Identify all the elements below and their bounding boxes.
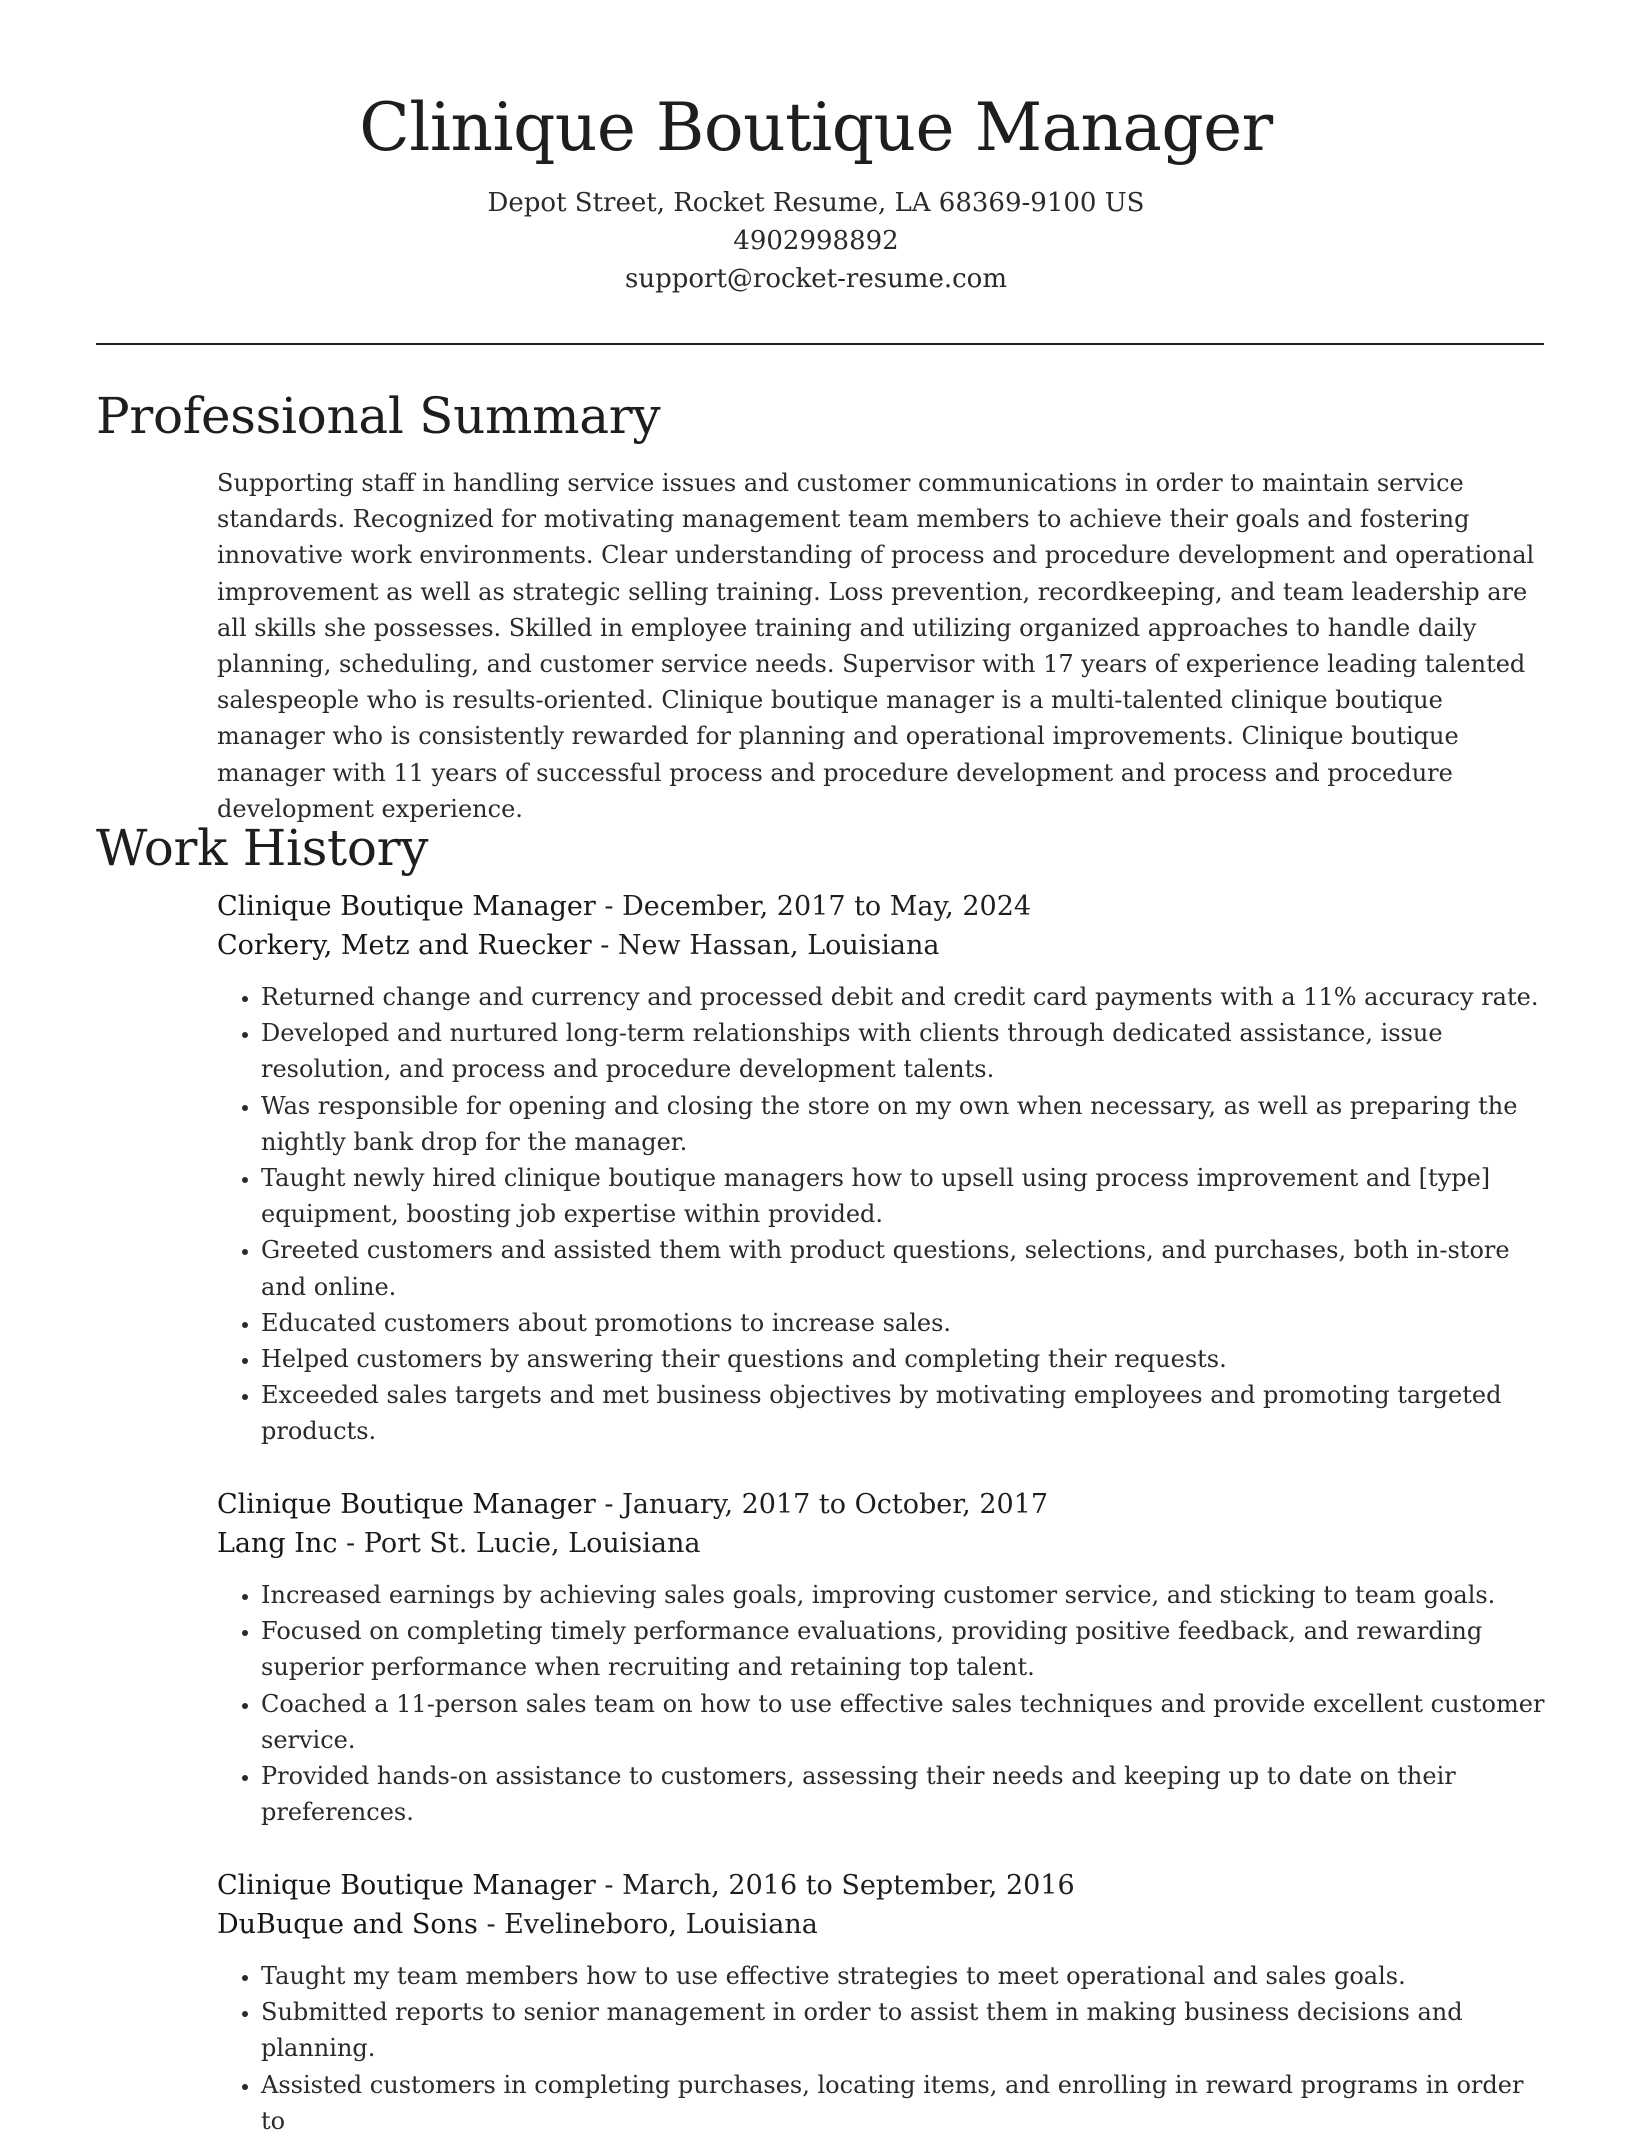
job-company: DuBuque and Sons bbox=[217, 1909, 478, 1940]
job-title: Clinique Boutique Manager bbox=[217, 1870, 596, 1901]
job-bullet: • Greeted customers and assisted them with product questions, selections, and purchases, both in-store and online. bbox=[261, 1232, 1551, 1304]
contact-info bbox=[0, 184, 1632, 298]
job-bullet: • Developed and nurtured long-term relationships with clients through dedicated assistance, issue resolution, and process and procedure development talents. bbox=[261, 1015, 1551, 1087]
contact-email: support@rocket-resume.com bbox=[624, 264, 1007, 294]
job-title: Clinique Boutique Manager bbox=[217, 1489, 596, 1520]
job-entry bbox=[217, 1485, 1547, 1830]
job-company: Corkery, Metz and Ruecker bbox=[217, 930, 592, 961]
job-dates: - March, 2016 to September, 2016 bbox=[595, 1870, 1075, 1901]
job-entry bbox=[217, 887, 1547, 1450]
job-dates: - January, 2017 to October, 2017 bbox=[595, 1489, 1049, 1520]
job-bullet: • Focused on completing timely performance evaluations, providing positive feedback, and rewarding superior performance when recruiting and retaining top talent. bbox=[261, 1613, 1551, 1685]
job-title-line bbox=[217, 1866, 1547, 1905]
job-title-line bbox=[217, 1485, 1547, 1524]
contact-phone: 4902998892 bbox=[733, 226, 899, 256]
job-bullet: • Coached a 11-person sales team on how to use effective sales techniques and provide excellent customer service. bbox=[261, 1686, 1551, 1758]
summary-text: Supporting staff in handling service issues and customer communications in order to maintain service standards. Recognized for motivating management team members to achieve their goals and fostering innovative work environments. Clear understanding of process and procedure development and operational improvement as well as strategic selling training. Loss prevention, recordkeeping, and team leadership are all skills she possesses. Skilled in employee training and utilizing organized approaches to handle daily planning, scheduling, and customer service needs. Supervisor with 17 years of experience leading talented salespeople who is results-oriented. Clinique boutique manager is a multi-talented clinique boutique manager who is consistently rewarded for planning and operational improvements. Clinique boutique manager with 11 years of successful process and procedure development and process and procedure development experience. bbox=[217, 469, 1535, 823]
job-bullet: • Assisted customers in completing purchases, locating items, and enrolling in reward programs in order to bbox=[261, 2067, 1551, 2139]
work-history-heading: Work History bbox=[96, 819, 429, 877]
job-dates: - December, 2017 to May, 2024 bbox=[595, 891, 1032, 922]
job-bullet: • Returned change and currency and processed debit and credit card payments with a 11% accuracy rate. bbox=[261, 979, 1551, 1015]
job-bullet: • Exceeded sales targets and met business objectives by motivating employees and promoting targeted products. bbox=[261, 1377, 1551, 1449]
job-bullet: • Provided hands-on assistance to customers, assessing their needs and keeping up to date on their preferences. bbox=[261, 1758, 1551, 1830]
job-bullet: • Increased earnings by achieving sales goals, improving customer service, and sticking to team goals. bbox=[261, 1577, 1551, 1613]
header-divider bbox=[96, 343, 1544, 345]
job-location: - Port St. Lucie, Louisiana bbox=[337, 1528, 701, 1559]
job-company-line bbox=[217, 926, 1547, 965]
job-bullets bbox=[217, 979, 1547, 1450]
job-location: - New Hassan, Louisiana bbox=[591, 930, 940, 961]
job-bullet: • Submitted reports to senior management in order to assist them in making business decisions and planning. bbox=[261, 1994, 1551, 2066]
job-title-line bbox=[217, 887, 1547, 926]
job-bullet: • Helped customers by answering their questions and completing their requests. bbox=[261, 1341, 1551, 1377]
job-bullet: • Was responsible for opening and closing the store on my own when necessary, as well as preparing the nightly bank drop for the manager. bbox=[261, 1088, 1551, 1160]
summary-heading: Professional Summary bbox=[96, 387, 661, 445]
job-bullet: • Educated customers about promotions to increase sales. bbox=[261, 1305, 1551, 1341]
job-bullets bbox=[217, 1577, 1547, 1830]
job-company-line bbox=[217, 1524, 1547, 1563]
job-company-line bbox=[217, 1905, 1547, 1944]
resume-header bbox=[0, 80, 1632, 298]
job-company: Lang Inc bbox=[217, 1528, 338, 1559]
candidate-name: Clinique Boutique Manager bbox=[359, 89, 1273, 166]
job-title: Clinique Boutique Manager bbox=[217, 891, 596, 922]
job-bullet: • Taught newly hired clinique boutique managers how to upsell using process improvement and [type] equipment, boosting job expertise within provided. bbox=[261, 1160, 1551, 1232]
contact-address: Depot Street, Rocket Resume, LA 68369-9100 US bbox=[487, 188, 1145, 218]
job-location: - Evelineboro, Louisiana bbox=[477, 1909, 818, 1940]
job-entry bbox=[217, 1866, 1547, 2139]
job-bullet: • Taught my team members how to use effective strategies to meet operational and sales goals. bbox=[261, 1958, 1551, 1994]
